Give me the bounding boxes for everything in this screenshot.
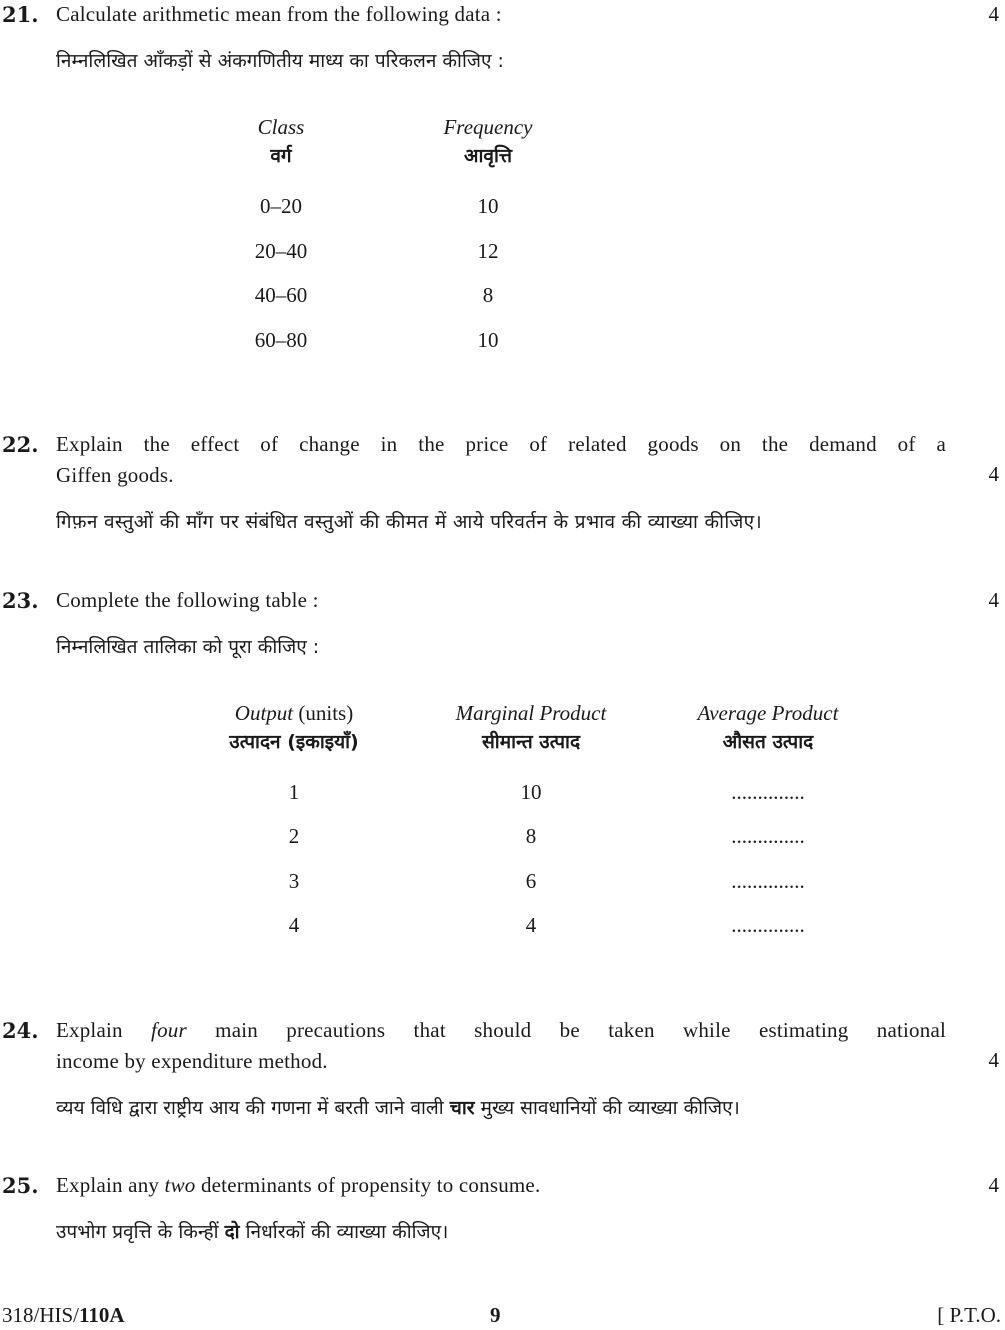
marks: 4: [988, 1048, 999, 1072]
question-number: 22.: [2, 432, 39, 457]
question-number: 25.: [2, 1173, 39, 1198]
table-cell: 1: [288, 780, 300, 804]
table-cell: 3: [288, 869, 300, 893]
question-text-hindi: व्यय विधि द्वारा राष्ट्रीय आय की गणना में बरती जाने वाली चार मुख्य सावधानियों की व्याख्या कीजिए।: [56, 1097, 740, 1119]
blank-cell: ..............: [731, 913, 805, 937]
question-number: 21.: [2, 2, 39, 27]
question-text-english: Calculate arithmetic mean from the following data :: [56, 2, 502, 26]
table-cell: 6: [525, 869, 537, 893]
paper-code: 318/HIS/110A: [2, 1303, 125, 1327]
question-text-english: Complete the following table :: [56, 588, 319, 612]
table-cell: 8: [482, 283, 494, 307]
table-header-average-product: Average Product औसत उत्पाद: [697, 701, 839, 753]
table-cell: 4: [288, 913, 300, 937]
question-text-english-line2: income by expenditure method.: [56, 1049, 328, 1073]
table-cell: 12: [477, 239, 499, 263]
blank-cell: ..............: [731, 824, 805, 848]
question-text-english-line1: Explain the effect of change in the price of related goods on the demand of a: [56, 432, 946, 456]
table-cell: 4: [525, 913, 537, 937]
table-cell: 10: [477, 328, 499, 352]
marks: 4: [988, 588, 999, 612]
question-number: 23.: [2, 588, 39, 613]
question-text-english: Explain any two determinants of propensity to consume.: [56, 1173, 541, 1197]
table-cell: 10: [520, 780, 542, 804]
table-header-frequency: Frequency आवृत्ति: [443, 115, 533, 167]
table-header-class: Class वर्ग: [257, 115, 305, 167]
question-text-hindi: निम्नलिखित तालिका को पूरा कीजिए :: [56, 636, 320, 658]
table-cell: 8: [525, 824, 537, 848]
table-cell: 10: [477, 194, 499, 218]
question-number: 24.: [2, 1018, 39, 1043]
table-cell: 0–20: [260, 194, 302, 218]
marks: 4: [988, 462, 999, 486]
question-text-english-line2: Giffen goods.: [56, 463, 174, 487]
blank-cell: ..............: [731, 869, 805, 893]
table-header-output: Output (units) उत्पादन (इकाइयाँ): [229, 701, 359, 753]
pto-label: [ P.T.O.: [937, 1303, 1001, 1327]
marks: 4: [988, 2, 999, 26]
question-text-english-line1: Explain four main precautions that should be taken while estimating national: [56, 1018, 946, 1042]
table-header-marginal-product: Marginal Product सीमान्त उत्पाद: [455, 701, 607, 753]
page-number: 9: [490, 1303, 501, 1327]
question-text-hindi: गिफ़न वस्तुओं की माँग पर संबंधित वस्तुओं की कीमत में आये परिवर्तन के प्रभाव की व्याख्या कीजिए।: [56, 511, 762, 533]
table-cell: 60–80: [254, 328, 308, 352]
question-text-hindi: निम्नलिखित आँकड़ों से अंकगणितीय माध्य का परिकलन कीजिए :: [56, 50, 504, 72]
marks: 4: [988, 1173, 999, 1197]
blank-cell: ..............: [731, 780, 805, 804]
table-cell: 40–60: [254, 283, 308, 307]
table-cell: 20–40: [254, 239, 308, 263]
question-text-hindi: उपभोग प्रवृत्ति के किन्हीं दो निर्धारकों की व्याख्या कीजिए।: [56, 1221, 449, 1243]
table-cell: 2: [288, 824, 300, 848]
